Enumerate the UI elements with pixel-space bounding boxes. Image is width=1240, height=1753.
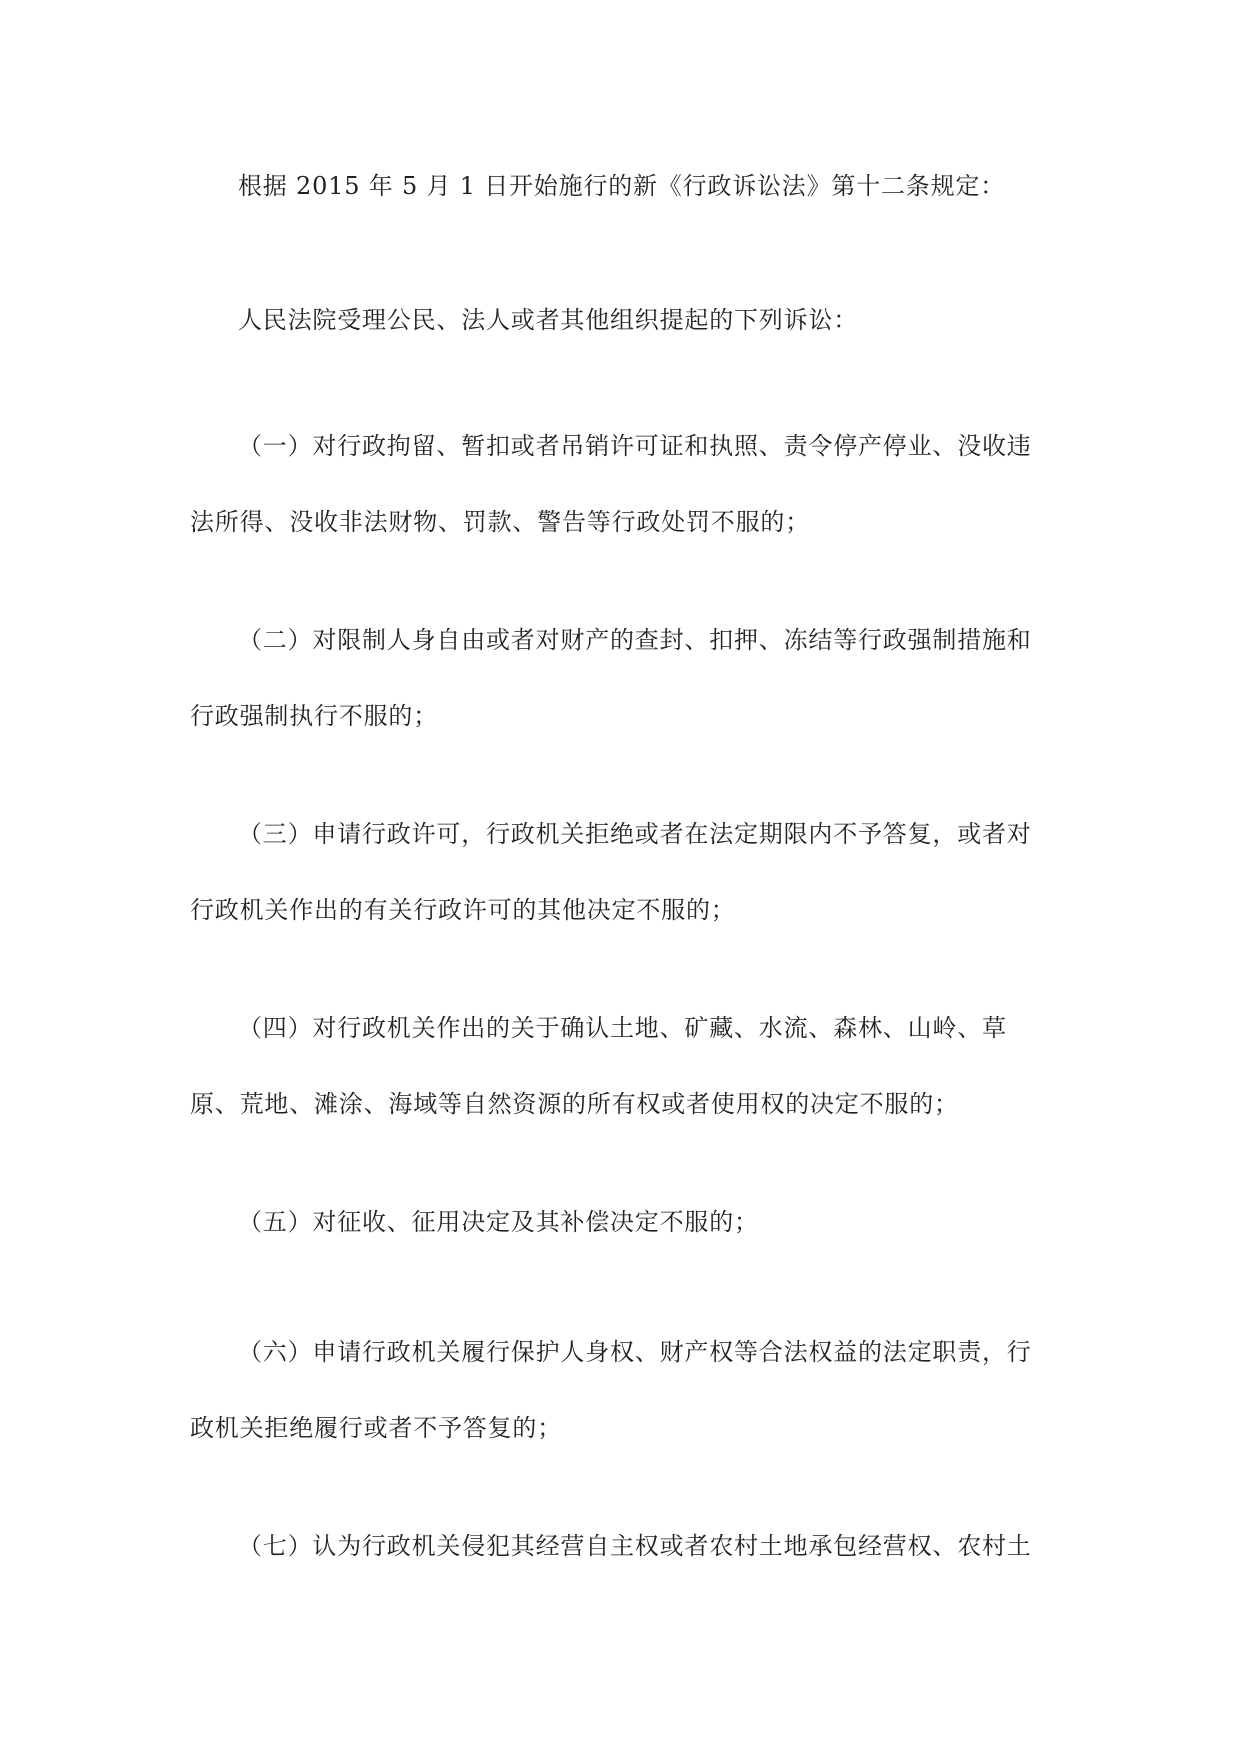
list-item-6: （六）申请行政机关履行保护人身权、财产权等合法权益的法定职责，行政机关拒绝履行或者不予答复的； bbox=[190, 1338, 1032, 1442]
list-item-5: （五）对征收、征用决定及其补偿决定不服的； bbox=[238, 1208, 759, 1236]
list-item-3: （三）申请行政许可，行政机关拒绝或者在法定期限内不予答复，或者对行政机关作出的有关行政许可的其他决定不服的； bbox=[190, 820, 1032, 924]
lead-paragraph: 人民法院受理公民、法人或者其他组织提起的下列诉讼： bbox=[238, 306, 858, 334]
list-item-1: （一）对行政拘留、暂扣或者吊销许可证和执照、责令停产停业、没收违法所得、没收非法财物、罚款、警告等行政处罚不服的； bbox=[190, 432, 1032, 536]
list-item-2: （二）对限制人身自由或者对财产的查封、扣押、冻结等行政强制措施和行政强制执行不服的； bbox=[190, 626, 1032, 730]
intro-paragraph: 根据 2015 年 5 月 1 日开始施行的新《行政诉讼法》第十二条规定： bbox=[238, 172, 1005, 200]
list-item-4: （四）对行政机关作出的关于确认土地、矿藏、水流、森林、山岭、草原、荒地、滩涂、海域等自然资源的所有权或者使用权的决定不服的； bbox=[190, 1014, 1007, 1118]
list-item-7: （七）认为行政机关侵犯其经营自主权或者农村土地承包经营权、农村土 bbox=[238, 1532, 1032, 1560]
